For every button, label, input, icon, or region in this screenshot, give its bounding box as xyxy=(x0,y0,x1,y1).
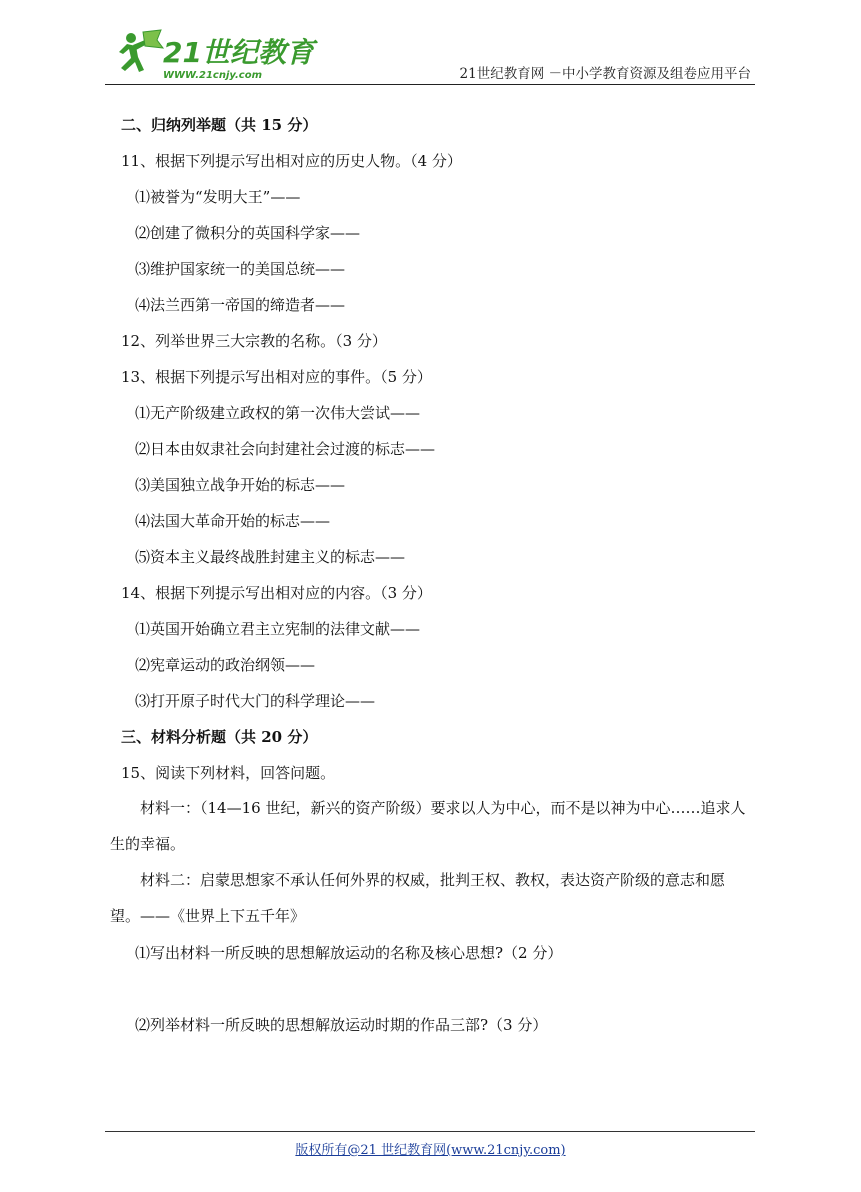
site-tagline: －中小学教育资源及组卷应用平台 xyxy=(544,66,751,82)
question-13-item-4: ⑷法国大革命开始的标志—— xyxy=(135,512,331,530)
question-14-item-2: ⑵宪章运动的政治纲领—— xyxy=(135,656,316,674)
question-15: 15、阅读下列材料，回答问题。 xyxy=(121,764,336,782)
question-11-item-3: ⑶维护国家统一的美国总统—— xyxy=(135,260,346,278)
question-11-item-2: ⑵创建了微积分的英国科学家—— xyxy=(135,224,361,242)
footer-copyright-link[interactable]: 版权所有@21 世纪教育网(www.21cnjy.com) xyxy=(295,1143,566,1158)
header-divider xyxy=(105,84,755,85)
question-12: 12、列举世界三大宗教的名称。（3 分） xyxy=(121,332,387,350)
question-13-item-2: ⑵日本由奴隶社会向封建社会过渡的标志—— xyxy=(135,440,436,458)
question-13-item-3: ⑶美国独立战争开始的标志—— xyxy=(135,476,346,494)
runner-icon xyxy=(119,33,147,72)
question-14-item-3: ⑶打开原子时代大门的科学理论—— xyxy=(135,692,376,710)
site-logo xyxy=(105,28,314,84)
question-15-item-2: ⑵列举材料一所反映的思想解放运动时期的作品三部?（3 分） xyxy=(135,1016,548,1034)
logo-url: WWW.21cnjy.com xyxy=(163,70,263,81)
logo-text: 21世纪教育 xyxy=(163,36,314,69)
flag-icon xyxy=(143,30,163,48)
section-2-title: 二、归纳列举题（共 15 分） xyxy=(121,116,318,134)
page-header xyxy=(0,0,861,90)
question-11-item-4: ⑷法兰西第一帝国的缔造者—— xyxy=(135,296,346,314)
question-11: 11、根据下列提示写出相对应的历史人物。（4 分） xyxy=(121,152,462,170)
question-14-item-1: ⑴英国开始确立君主立宪制的法律文献—— xyxy=(135,620,421,638)
question-14: 14、根据下列提示写出相对应的内容。（3 分） xyxy=(121,584,432,602)
header-site-info xyxy=(460,62,751,82)
question-15-item-1: ⑴写出材料一所反映的思想解放运动的名称及核心思想?（2 分） xyxy=(135,944,563,962)
question-13-item-1: ⑴无产阶级建立政权的第一次伟大尝试—— xyxy=(135,404,421,422)
question-13: 13、根据下列提示写出相对应的事件。（5 分） xyxy=(121,368,432,386)
question-13-item-5: ⑸资本主义最终战胜封建主义的标志—— xyxy=(135,548,406,566)
question-11-item-1: ⑴被誉为“发明大王”—— xyxy=(135,188,301,206)
footer-divider xyxy=(105,1131,755,1132)
site-name: 21世纪教育网 xyxy=(459,66,545,82)
section-3-title: 三、材料分析题（共 20 分） xyxy=(121,728,318,746)
material-2: 材料二：启蒙思想家不承认任何外界的权威，批判王权、教权，表达资产阶级的意志和愿望。——《世界上下五千年》 xyxy=(110,871,726,925)
material-1: 材料一：（14—16 世纪，新兴的资产阶级）要求以人为中心，而不是以神为中心……追求人生的幸福。 xyxy=(110,799,746,853)
